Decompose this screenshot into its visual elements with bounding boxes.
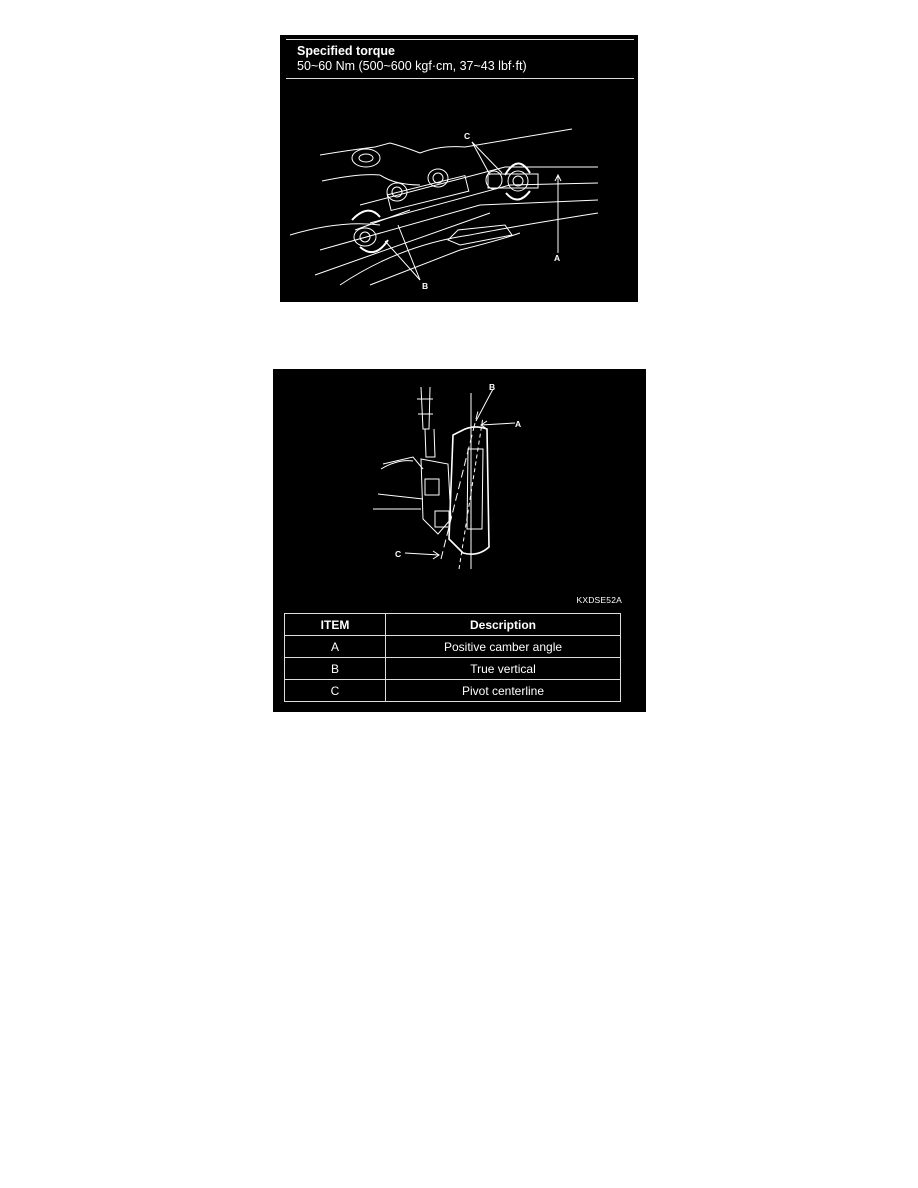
legend-header-row — [285, 614, 621, 636]
callout-a: A — [515, 419, 522, 429]
table-row — [285, 658, 621, 680]
item-cell: B — [285, 658, 386, 680]
table-row — [285, 636, 621, 658]
item-cell: A — [285, 636, 386, 658]
callout-c: C — [464, 131, 471, 141]
description-cell: Positive camber angle — [386, 636, 621, 658]
figure-code: KXDSE52A — [576, 595, 622, 605]
spec-value: 50~60 Nm (500~600 kgf·cm, 37~43 lbf·ft) — [297, 59, 527, 73]
spec-title: Specified torque — [297, 44, 395, 58]
camber-figure — [273, 369, 646, 712]
callout-b: B — [489, 382, 496, 392]
suspension-linkage-drawing — [280, 35, 638, 302]
description-cell: True vertical — [386, 658, 621, 680]
header-description: Description — [386, 614, 621, 636]
item-cell: C — [285, 680, 386, 702]
callout-b: B — [422, 281, 429, 291]
table-row — [285, 680, 621, 702]
torque-figure — [280, 35, 638, 302]
header-item: ITEM — [285, 614, 386, 636]
legend-table — [284, 613, 621, 702]
camber-drawing — [273, 369, 646, 609]
description-cell: Pivot centerline — [386, 680, 621, 702]
callout-a: A — [554, 253, 561, 263]
callout-c: C — [395, 549, 402, 559]
